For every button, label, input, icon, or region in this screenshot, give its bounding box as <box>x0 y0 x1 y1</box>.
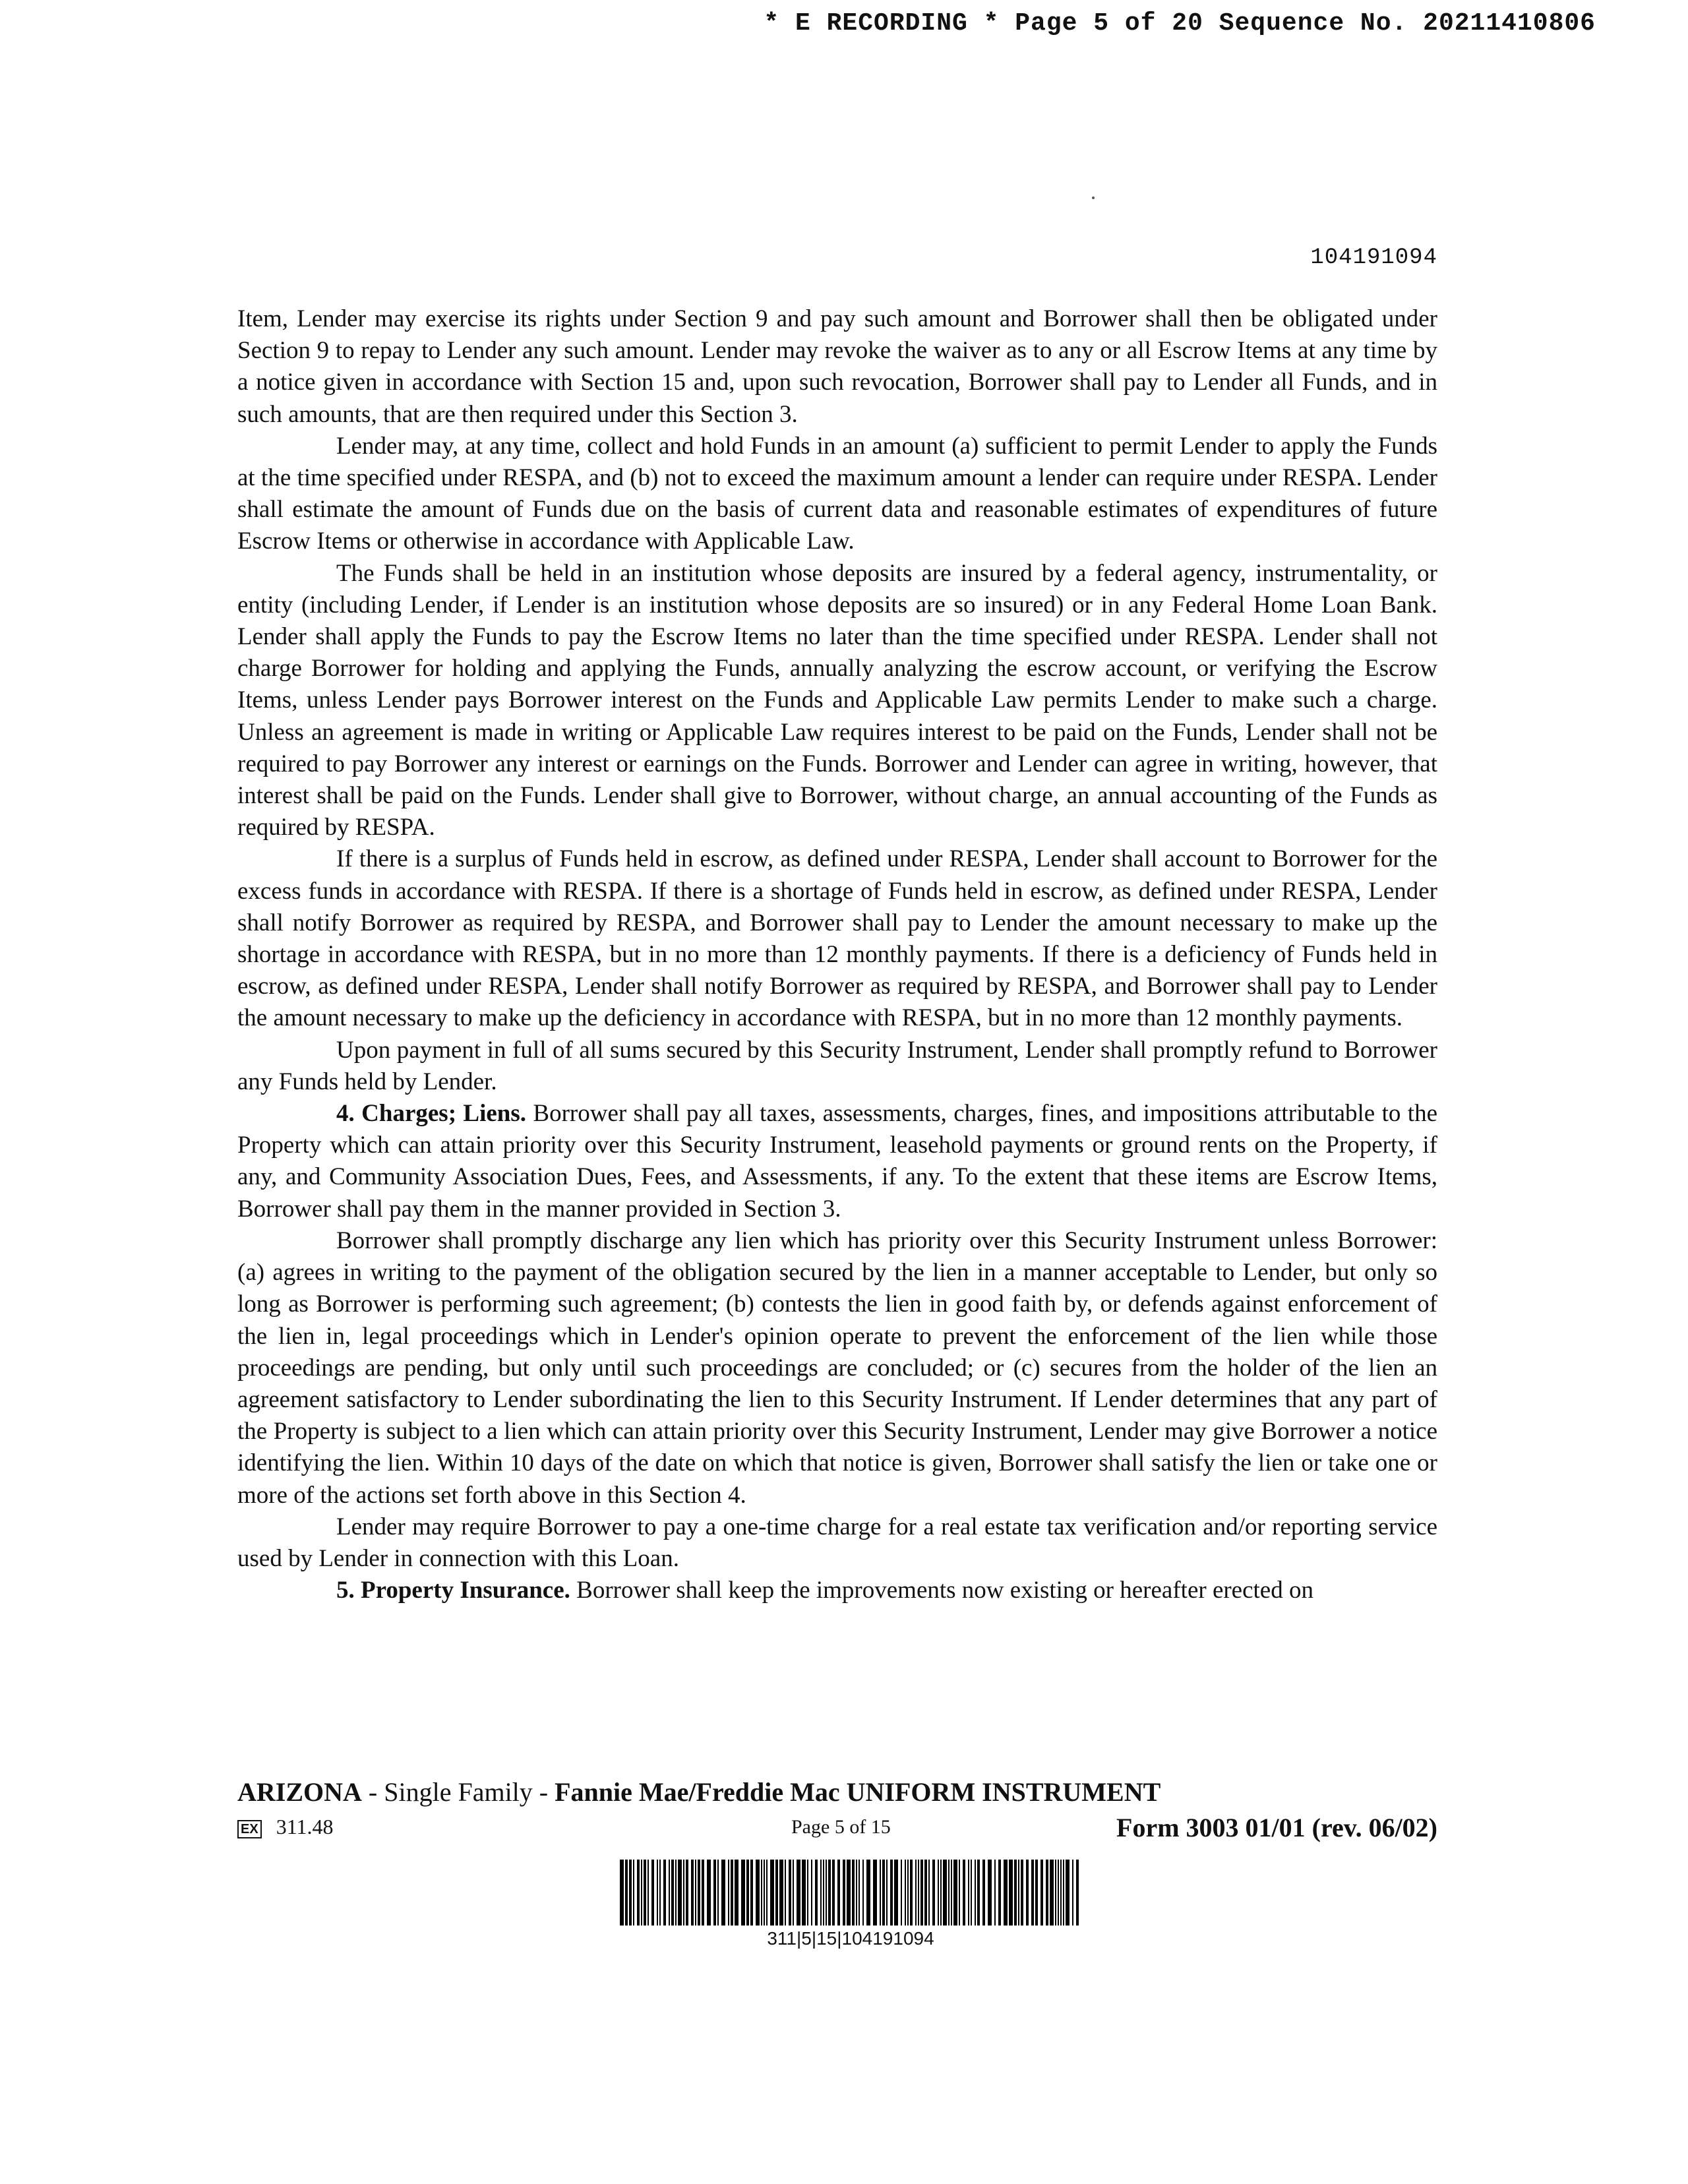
barcode-bar <box>977 1860 980 1926</box>
form-number: Form 3003 01/01 (rev. 06/02) <box>1116 1813 1437 1842</box>
barcode-bar <box>852 1860 855 1926</box>
barcode-bar <box>721 1860 725 1926</box>
barcode-bar <box>907 1860 909 1926</box>
barcode-bar <box>894 1860 898 1926</box>
barcode-bar <box>968 1860 969 1926</box>
barcode-bar <box>1004 1860 1008 1926</box>
barcode-bar <box>1060 1860 1062 1926</box>
paragraph-funds-institution: The Funds shall be held in an institution whose deposits are insured by a federal agency, instrumentality, or entity (including Lender, if Lender is an institution whose deposits are so insured) or in any Federal Home Loan Bank. Lender shall apply the Funds to pay the Escrow Items no later than the time specified under RESPA. Lender shall not charge Borrower for holding and applying the Funds, annually analyzing the escrow account, or verifying the Escrow Items, unless Lender pays Borrower interest on the Funds and Applicable Law permits Lender to make such a charge. Unless an agreement is made in writing or Applicable Law requires interest to be paid on the Funds, Lender shall not be required to pay Borrower any interest or earnings on the Funds. Borrower and Lender can agree in writing, however, that interest shall be paid on the Funds. Lender shall give to Borrower, without charge, an annual accounting of the Funds as required by RESPA. <box>237 559 1437 841</box>
barcode-bar <box>793 1860 794 1926</box>
barcode-bar <box>1066 1860 1070 1926</box>
page-indicator: Page 5 of 15 <box>791 1816 891 1838</box>
barcode-bar <box>702 1860 704 1926</box>
barcode-bar <box>948 1860 950 1926</box>
barcode-bar <box>943 1860 947 1926</box>
recording-header: * E RECORDING * Page 5 of 20 Sequence No. 20211410806 <box>764 9 1596 38</box>
footer-separator: - Single Family - <box>361 1777 555 1807</box>
barcode-bar <box>1031 1860 1034 1926</box>
barcode-bar <box>940 1860 942 1926</box>
barcode-bar <box>779 1860 783 1926</box>
barcode-bar <box>770 1860 774 1926</box>
barcode-bar <box>761 1860 762 1926</box>
barcode-bar <box>1072 1860 1073 1926</box>
paragraph-collect-funds: Lender may, at any time, collect and hold Funds in an amount (a) sufficient to permit Lender to apply the Funds at the time specified under RESPA, and (b) not to exceed the maximum amount a lender can require under RESPA. Lender shall estimate the amount of Funds due on the basis of current data and reasonable estimates of expenditures of future Escrow Items or otherwise in accordance with Applicable Law. <box>237 432 1437 555</box>
paragraph-tax-verification: Lender may require Borrower to pay a one-time charge for a real estate tax verification and/or reporting service used by Lender in connection with this Loan. <box>237 1513 1437 1572</box>
barcode-bar <box>750 1860 753 1926</box>
barcode-bar <box>633 1860 634 1926</box>
barcode-bar <box>728 1860 729 1926</box>
footer-row <box>237 1812 1437 1845</box>
barcode-bar <box>873 1860 877 1926</box>
barcode-bar <box>785 1860 786 1926</box>
barcode-bar <box>807 1860 808 1926</box>
footer-state: ARIZONA <box>237 1777 362 1807</box>
ex-logo-icon: EX <box>237 1820 262 1838</box>
paragraph-discharge-lien: Borrower shall promptly discharge any lien which has priority over this Security Instrument unless Borrower: (a) agrees in writing to the payment of the obligation secured by the lien in a manner acceptable to Lender, but only so long as Borrower is performing such agreement; (b) contests the lien in good faith by, or defends against enforcement of the lien in, legal proceedings which in Lender's opinion operate to prevent the enforcement of the lien while those proceedings are pending, but only until such proceedings are concluded; or (c) secures from the holder of the lien an agreement satisfactory to Lender subordinating the lien to this Security Instrument. If Lender determines that any part of the Property is subject to a lien which can attain priority over this Security Instrument, Lender may give Borrower a notice identifying the lien. Within 10 days of the date on which that notice is given, Borrower shall satisfy the lien or take one or more of the actions set forth above in this Section 4. <box>237 1227 1437 1509</box>
barcode-bar <box>886 1860 888 1926</box>
barcode-bar <box>789 1860 791 1926</box>
barcode-bar <box>951 1860 952 1926</box>
barcode-bar <box>1009 1860 1013 1926</box>
barcode-bar <box>963 1860 965 1926</box>
barcode-bar <box>756 1860 760 1926</box>
barcode-bar <box>1014 1860 1017 1926</box>
barcode-bar <box>837 1860 840 1926</box>
paragraph-escrow-waiver: Item, Lender may exercise its rights under Section 9 and pay such amount and Borrower shall then be obligated under Section 9 to repay to Lender any such amount. Lender may revoke the waiver as to any or all Escrow Items at any time by a notice given in accordance with Section 15 and, upon such revocation, Borrower shall pay to Lender all Funds, and in such amounts, that are then required under this Section 3. <box>237 305 1437 428</box>
form-code-number: 311.48 <box>276 1815 334 1838</box>
charges-liens-text: Borrower shall pay all taxes, assessments, charges, fines, and impositions attributable to the Property which can attain priority over this Security Instrument, leasehold payments or ground rents on the Property, if any, and Community Association Dues, Fees, and Assessments, if any. To the extent that these items are Escrow Items, Borrower shall pay them in the manner provided in Section 3. <box>237 1100 1437 1223</box>
barcode-bar <box>823 1860 824 1926</box>
scan-speck <box>1092 197 1095 199</box>
barcode-bar <box>1063 1860 1064 1926</box>
barcode-bar <box>988 1860 992 1926</box>
barcode-bar <box>746 1860 749 1926</box>
loan-number: 104191094 <box>1310 245 1437 270</box>
barcode-bar <box>657 1860 658 1926</box>
barcode-bar <box>901 1860 902 1926</box>
document-body <box>237 303 1437 1606</box>
barcode-bar <box>1050 1860 1054 1926</box>
barcode-bar <box>820 1860 822 1926</box>
barcode-bar <box>625 1860 628 1926</box>
paragraph-refund: Upon payment in full of all sums secured by this Security Instrument, Lender shall promptly refund to Borrower any Funds held by Lender. <box>237 1036 1437 1095</box>
barcode-bar <box>713 1860 716 1926</box>
barcode-bar <box>918 1860 919 1926</box>
barcode-bar <box>890 1860 893 1926</box>
barcode-bar <box>859 1860 860 1926</box>
barcode-bar <box>651 1860 654 1926</box>
barcode-bar <box>659 1860 661 1926</box>
barcode-bar <box>1026 1860 1029 1926</box>
barcode-bar <box>1018 1860 1019 1926</box>
barcode-bar <box>775 1860 778 1926</box>
barcode-bar <box>735 1860 738 1926</box>
barcode-bar <box>938 1860 939 1926</box>
barcode-bar <box>663 1860 666 1926</box>
section-heading-charges-liens: 4. Charges; Liens. <box>336 1100 527 1128</box>
barcode-bar <box>1035 1860 1038 1926</box>
barcode-bar <box>1076 1860 1079 1926</box>
barcode-bar <box>811 1860 812 1926</box>
barcode-bar <box>826 1860 827 1926</box>
barcode-bar <box>975 1860 976 1926</box>
barcode-bar <box>856 1860 857 1926</box>
barcode-bar <box>683 1860 684 1926</box>
barcode-bar <box>764 1860 765 1926</box>
barcode-bar <box>695 1860 696 1926</box>
barcode-bar <box>717 1860 719 1926</box>
barcode-bar <box>866 1860 870 1926</box>
paragraph-charges-liens <box>237 1098 1437 1225</box>
barcode-bar <box>620 1860 624 1926</box>
barcode-bar <box>815 1860 818 1926</box>
barcode-bar <box>959 1860 960 1926</box>
barcode-bar <box>641 1860 642 1926</box>
barcode-bar <box>982 1860 985 1926</box>
footer-instrument: Fannie Mae/Freddie Mac UNIFORM INSTRUMENT <box>555 1777 1161 1807</box>
barcode-icon <box>620 1860 1081 1926</box>
barcode-bar <box>847 1860 851 1926</box>
barcode-bar <box>1021 1860 1023 1926</box>
paragraph-surplus-shortage: If there is a surplus of Funds held in escrow, as defined under RESPA, Lender shall account to Borrower for the excess funds in accordance with RESPA. If there is a shortage of Funds held in escrow, as defined under RESPA, Lender shall notify Borrower as required by RESPA, and Borrower shall pay to Lender the amount necessary to make up the shortage in accordance with RESPA, but in no more than 12 monthly payments. If there is a deficiency of Funds held in escrow, as defined under RESPA, Lender shall notify Borrower as required by RESPA, and Borrower shall pay to Lender the amount necessary to make up the deficiency in accordance with RESPA, but in no more than 12 monthly payments. <box>237 845 1437 1032</box>
barcode-bar <box>880 1860 881 1926</box>
barcode-bar <box>1040 1860 1043 1926</box>
barcode-bar <box>882 1860 885 1926</box>
barcode-bar <box>691 1860 694 1926</box>
barcode-bar <box>644 1860 646 1926</box>
barcode-bar <box>731 1860 733 1926</box>
barcode-bar <box>1058 1860 1059 1926</box>
barcode-bar <box>843 1860 845 1926</box>
barcode-text: 311|5|15|104191094 <box>767 1928 934 1949</box>
barcode-bar <box>669 1860 670 1926</box>
barcode-bar <box>741 1860 745 1926</box>
section-heading-property-insurance: 5. Property Insurance. <box>336 1577 570 1604</box>
barcode-bar <box>920 1860 923 1926</box>
form-code <box>237 1815 334 1839</box>
barcode-bar <box>910 1860 913 1926</box>
footer-instrument-title <box>237 1776 1160 1807</box>
barcode-bar <box>766 1860 768 1926</box>
barcode-bar <box>953 1860 957 1926</box>
barcode-bar <box>648 1860 649 1926</box>
barcode-bar <box>671 1860 674 1926</box>
barcode-bar <box>998 1860 1001 1926</box>
paragraph-property-insurance <box>237 1575 1437 1606</box>
barcode-bar <box>678 1860 682 1926</box>
barcode-bar <box>994 1860 996 1926</box>
barcode-bar <box>637 1860 640 1926</box>
barcode-bar <box>905 1860 906 1926</box>
barcode-bar <box>629 1860 632 1926</box>
barcode-bar <box>686 1860 688 1926</box>
property-insurance-text: Borrower shall keep the improvements now existing or hereafter erected on <box>570 1577 1313 1604</box>
barcode-bar <box>707 1860 711 1926</box>
barcode-bar <box>832 1860 835 1926</box>
barcode-bar <box>1046 1860 1048 1926</box>
barcode-bar <box>797 1860 800 1926</box>
barcode-bar <box>932 1860 935 1926</box>
barcode-bar <box>924 1860 927 1926</box>
barcode-bar <box>675 1860 677 1926</box>
barcode-bar <box>802 1860 806 1926</box>
barcode-bar <box>1055 1860 1056 1926</box>
barcode-bar <box>915 1860 917 1926</box>
barcode-bar <box>862 1860 864 1926</box>
barcode-bar <box>971 1860 972 1926</box>
barcode-bar <box>928 1860 930 1926</box>
barcode-bar <box>828 1860 831 1926</box>
barcode-bar <box>698 1860 700 1926</box>
